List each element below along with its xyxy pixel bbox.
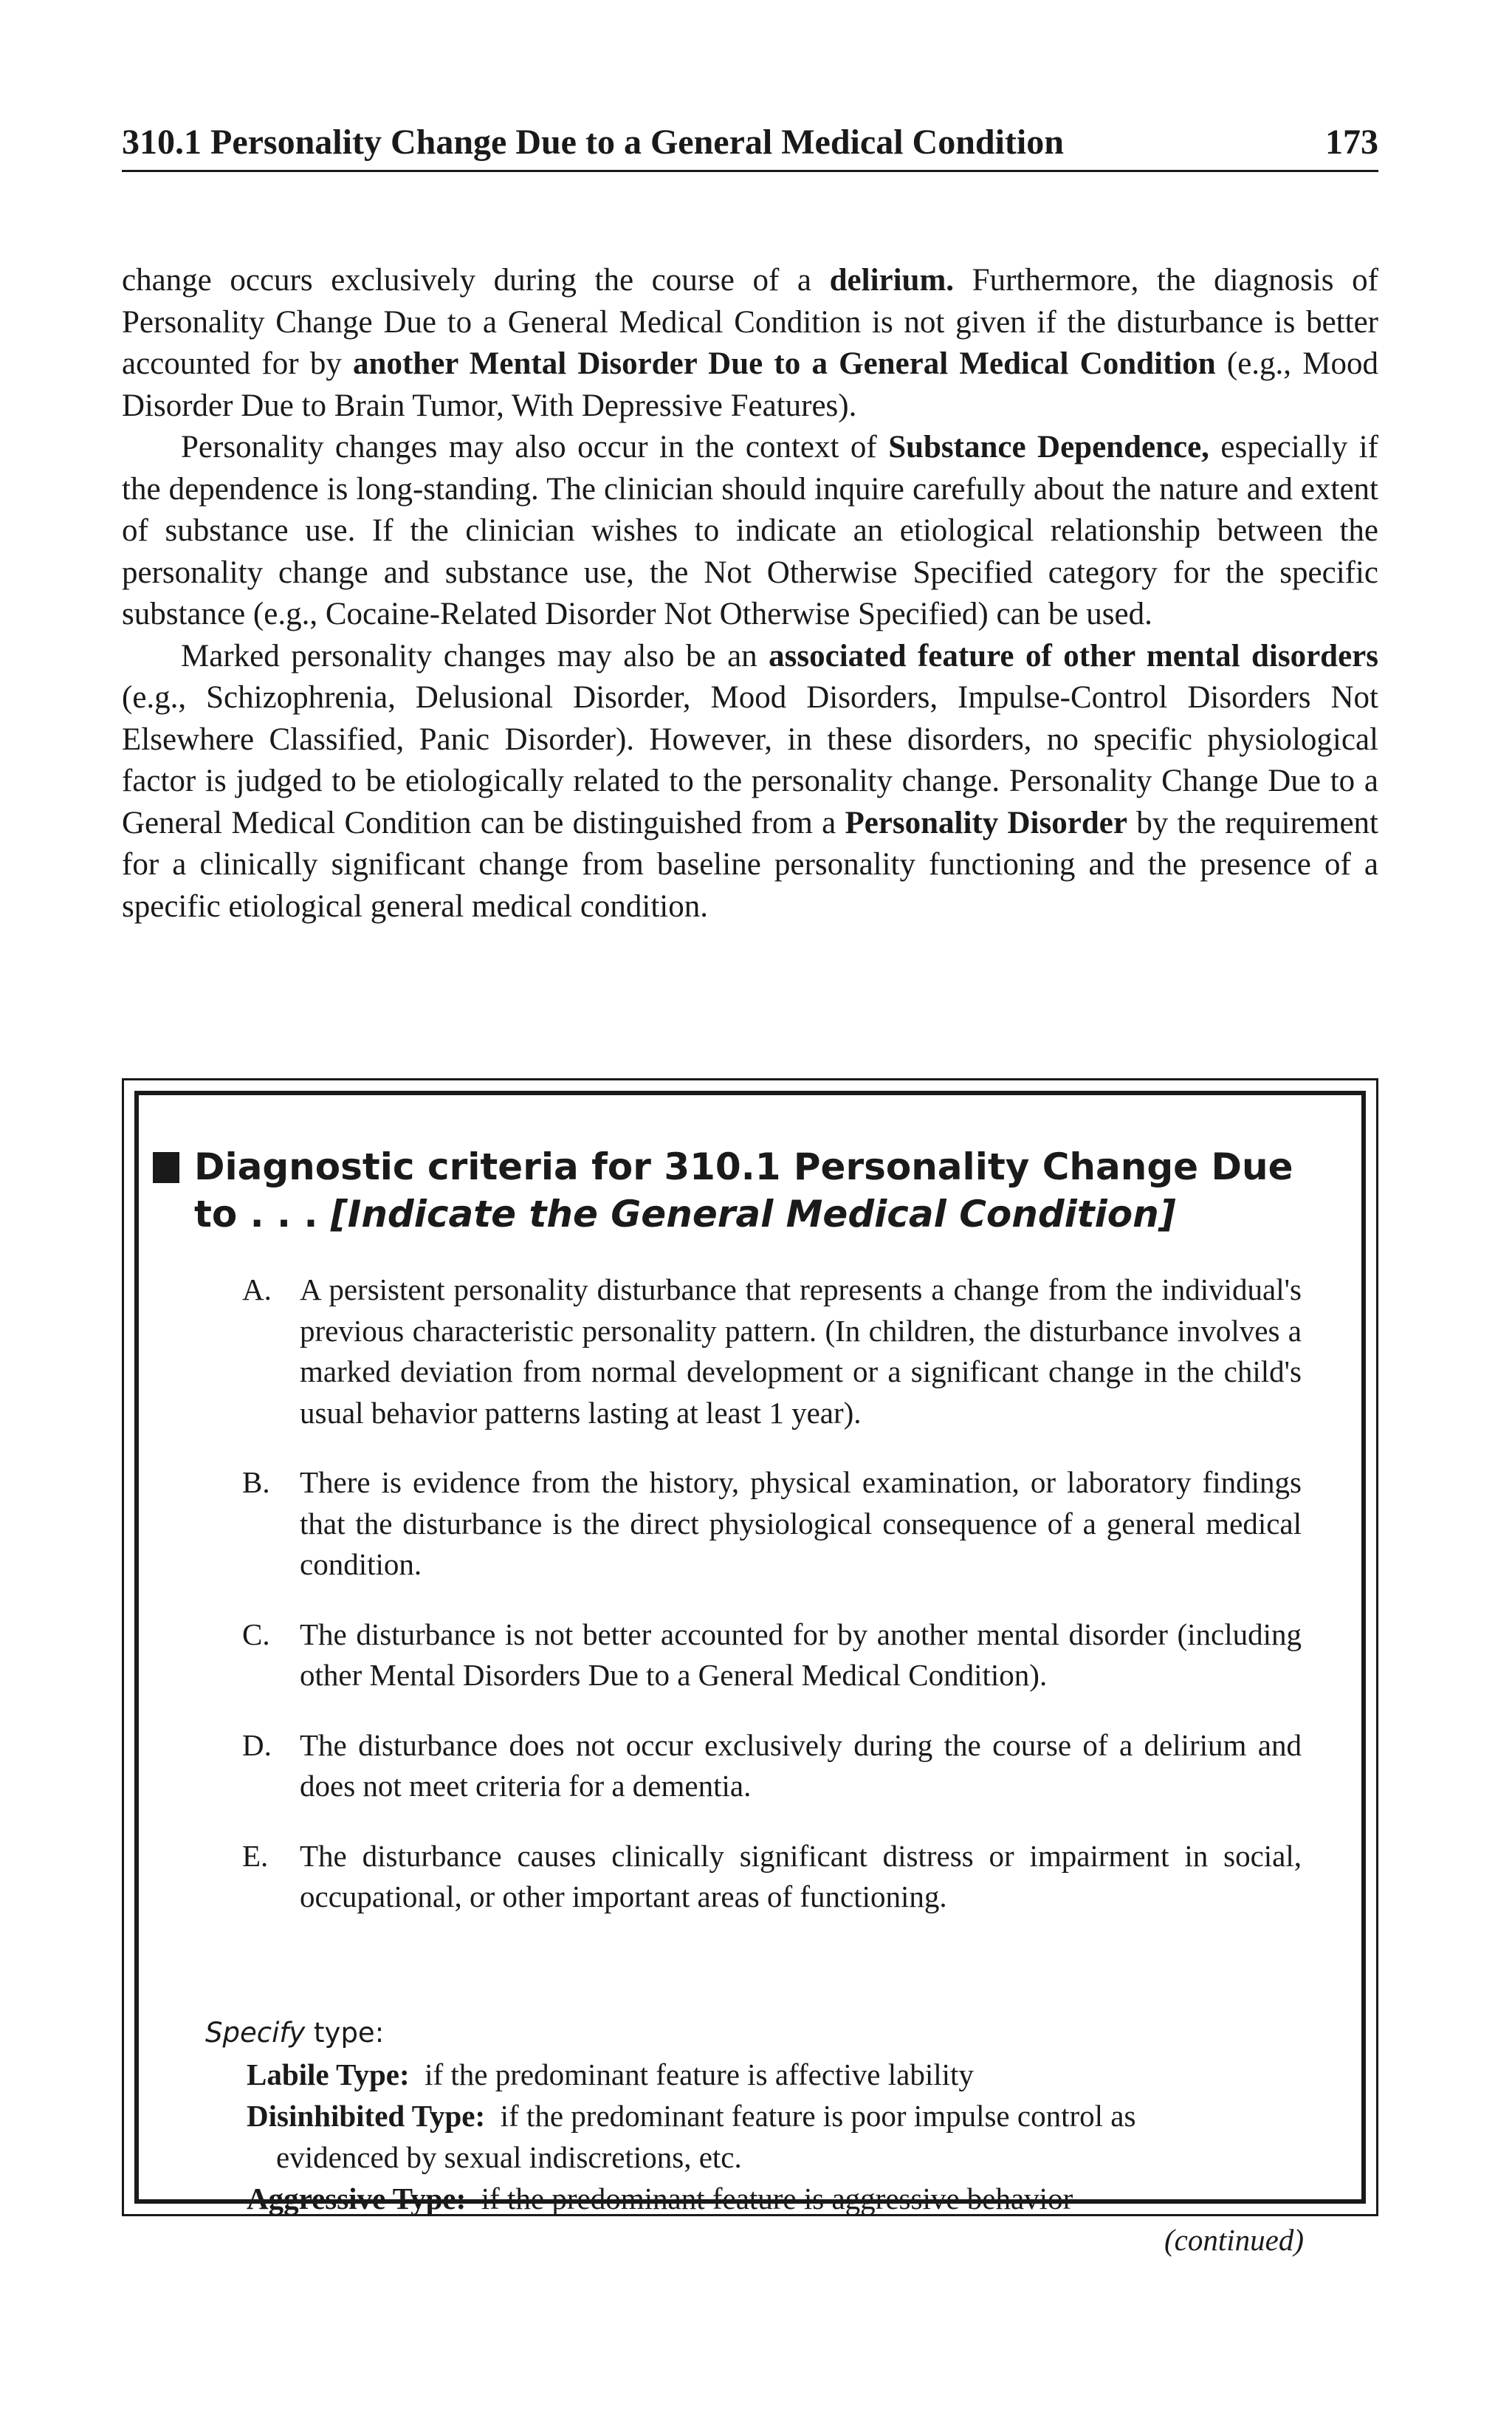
page-number: 173 xyxy=(1325,123,1378,162)
type-desc: if the predominant feature is affective lability xyxy=(425,2057,974,2091)
p3-text-3: by the requirement for a clinically significant change from baseline personality functioning and the presence of a specific etiological general medical condition. xyxy=(122,805,1379,924)
p3-text-2: (e.g., Schizophrenia, Delusional Disorder, Mood Disorders, Impulse-Control Disorders Not Elsewhere Classified, Panic Disorder). However, in these disorders, no specific physiological factor is judged to be etiologically related to the personality change. Personality Change Due to a General Medical Condition can be distinguished from a xyxy=(122,680,1378,840)
running-header xyxy=(122,111,1378,162)
type-name: Disinhibited Type: xyxy=(247,2099,486,2133)
square-bullet-icon xyxy=(153,1152,179,1183)
p2-bold-1: Substance Dependence, xyxy=(888,430,1209,465)
criteria-title-main: Diagnostic criteria for 310.1 Personality Change Due to . . . xyxy=(194,1145,1293,1236)
p1-text-3: (e.g., Mood Disorder Due to Brain Tumor, With Depressive Features). xyxy=(122,346,1378,423)
header-rule xyxy=(122,170,1378,172)
criteria-box-title xyxy=(194,1143,1302,1238)
type-disinhibited xyxy=(205,2095,1313,2136)
criterion-letter: B. xyxy=(242,1465,270,1499)
paragraph-2 xyxy=(122,427,1378,636)
specify-word: Specify xyxy=(205,2017,306,2049)
criterion-e xyxy=(242,1836,1302,1918)
criterion-letter: A. xyxy=(242,1272,272,1306)
criterion-text: The disturbance does not occur exclusively during the course of a delirium and does not meet criteria for a dementia. xyxy=(300,1727,1302,1803)
paragraph-1 xyxy=(122,260,1378,427)
criterion-d xyxy=(242,1725,1302,1807)
p1-text-1: change occurs exclusively during the course of a xyxy=(122,263,830,298)
continued-note: (continued) xyxy=(1164,2223,1304,2257)
type-desc: if the predominant feature is poor impulse control as xyxy=(500,2099,1136,2133)
criterion-text: The disturbance is not better accounted for by another mental disorder (including other Mental Disorders Due to a General Medical Condition). xyxy=(300,1617,1302,1692)
criterion-letter: C. xyxy=(242,1617,270,1651)
p3-bold-1: associated feature of other mental disorders xyxy=(769,638,1378,674)
criteria-title-italic: [Indicate the General Medical Condition] xyxy=(330,1193,1176,1236)
paragraph-3 xyxy=(122,636,1378,928)
criterion-text: There is evidence from the history, physical examination, or laboratory findings that the disturbance is the direct physiological consequence of a general medical condition. xyxy=(300,1465,1302,1581)
type-aggressive xyxy=(205,2178,1313,2219)
p2-text-2: especially if the dependence is long-standing. The clinician should inquire carefully about the nature and extent of substance use. If the clinician wishes to indicate an etiological relationship between the personality change and substance use, the Not Otherwise Specified category for the specific substance (e.g., Cocaine-Related Disorder Not Otherwise Specified) can be used. xyxy=(122,430,1379,631)
criteria-list xyxy=(242,1269,1302,1947)
p1-text-2: Furthermore, the diagnosis of Personality Change Due to a General Medical Condition is not given if the disturbance is better accounted for by xyxy=(122,263,1378,381)
p1-bold-2: another Mental Disorder Due to a General Medical Condition xyxy=(353,346,1216,381)
body-text xyxy=(122,260,1378,928)
running-header-title: 310.1 Personality Change Due to a General Medical Condition xyxy=(122,123,1064,162)
p3-bold-2: Personality Disorder xyxy=(845,805,1127,840)
type-desc: if the predominant feature is aggressive behavior xyxy=(481,2182,1073,2216)
p2-text-1: Personality changes may also occur in the context of xyxy=(181,430,889,465)
criteria-box-inner xyxy=(134,1091,1366,2257)
criterion-c xyxy=(242,1614,1302,1696)
specify-section xyxy=(205,2012,1313,2261)
criterion-b xyxy=(242,1462,1302,1586)
criteria-box xyxy=(122,1078,1378,2257)
criterion-letter: D. xyxy=(242,1727,272,1762)
criterion-text: A persistent personality disturbance that represents a change from the individual's previous characteristic personality pattern. (In children, the disturbance involves a marked deviation from normal development or a significant change in the child's usual behavior patterns lasting at least 1 year). xyxy=(300,1272,1302,1430)
p1-bold-1: delirium. xyxy=(829,263,955,298)
type-name: Labile Type: xyxy=(247,2057,410,2091)
type-name: Aggressive Type: xyxy=(247,2182,467,2216)
specify-rest: type: xyxy=(305,2017,385,2049)
criterion-a xyxy=(242,1269,1302,1433)
criterion-text: The disturbance causes clinically significant distress or impairment in social, occupational, or other important areas of functioning. xyxy=(300,1838,1302,1913)
criterion-letter: E. xyxy=(242,1838,269,1873)
p3-text-1: Marked personality changes may also be an xyxy=(181,638,769,674)
type-labile xyxy=(205,2054,1313,2095)
type-disinhibited-cont: evidenced by sexual indiscretions, etc. xyxy=(276,2140,742,2174)
specify-label xyxy=(205,2012,1313,2054)
